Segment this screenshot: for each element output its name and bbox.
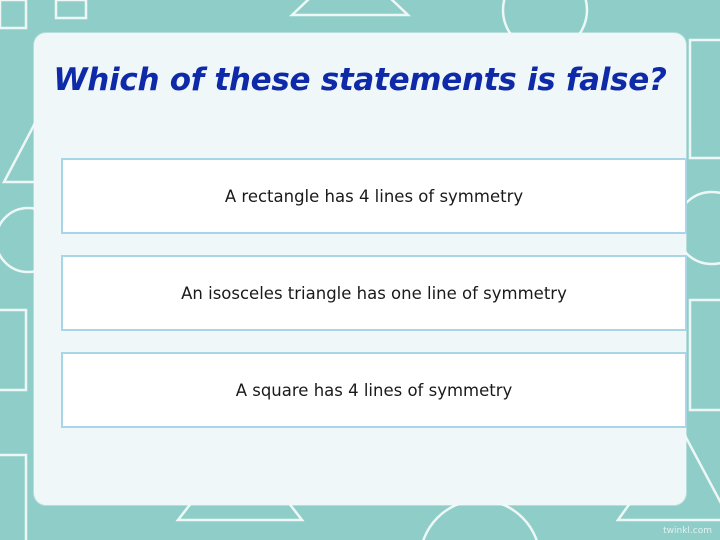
answer-option-1[interactable] [61,158,687,234]
bg-circle-bottom [420,500,540,540]
bg-rect-right [690,40,720,158]
bg-rect-bottomleft [0,455,26,540]
question-title: Which of these statements is false? [53,62,667,98]
answer-option-label: An isosceles triangle has one line of symmetry [181,283,567,303]
answer-option-label: A rectangle has 4 lines of symmetry [224,186,524,206]
answer-option-2[interactable] [61,255,687,331]
bg-rect-top [56,0,86,18]
answer-option-label: A square has 4 lines of symmetry [235,380,513,400]
watermark: twinkl.com [663,526,712,536]
bg-rect-right-lower [690,300,720,410]
answer-option-3[interactable] [61,352,687,428]
bg-rect-left [0,310,26,390]
bg-triangle-top [292,0,408,15]
bg-square-topleft [0,0,26,28]
